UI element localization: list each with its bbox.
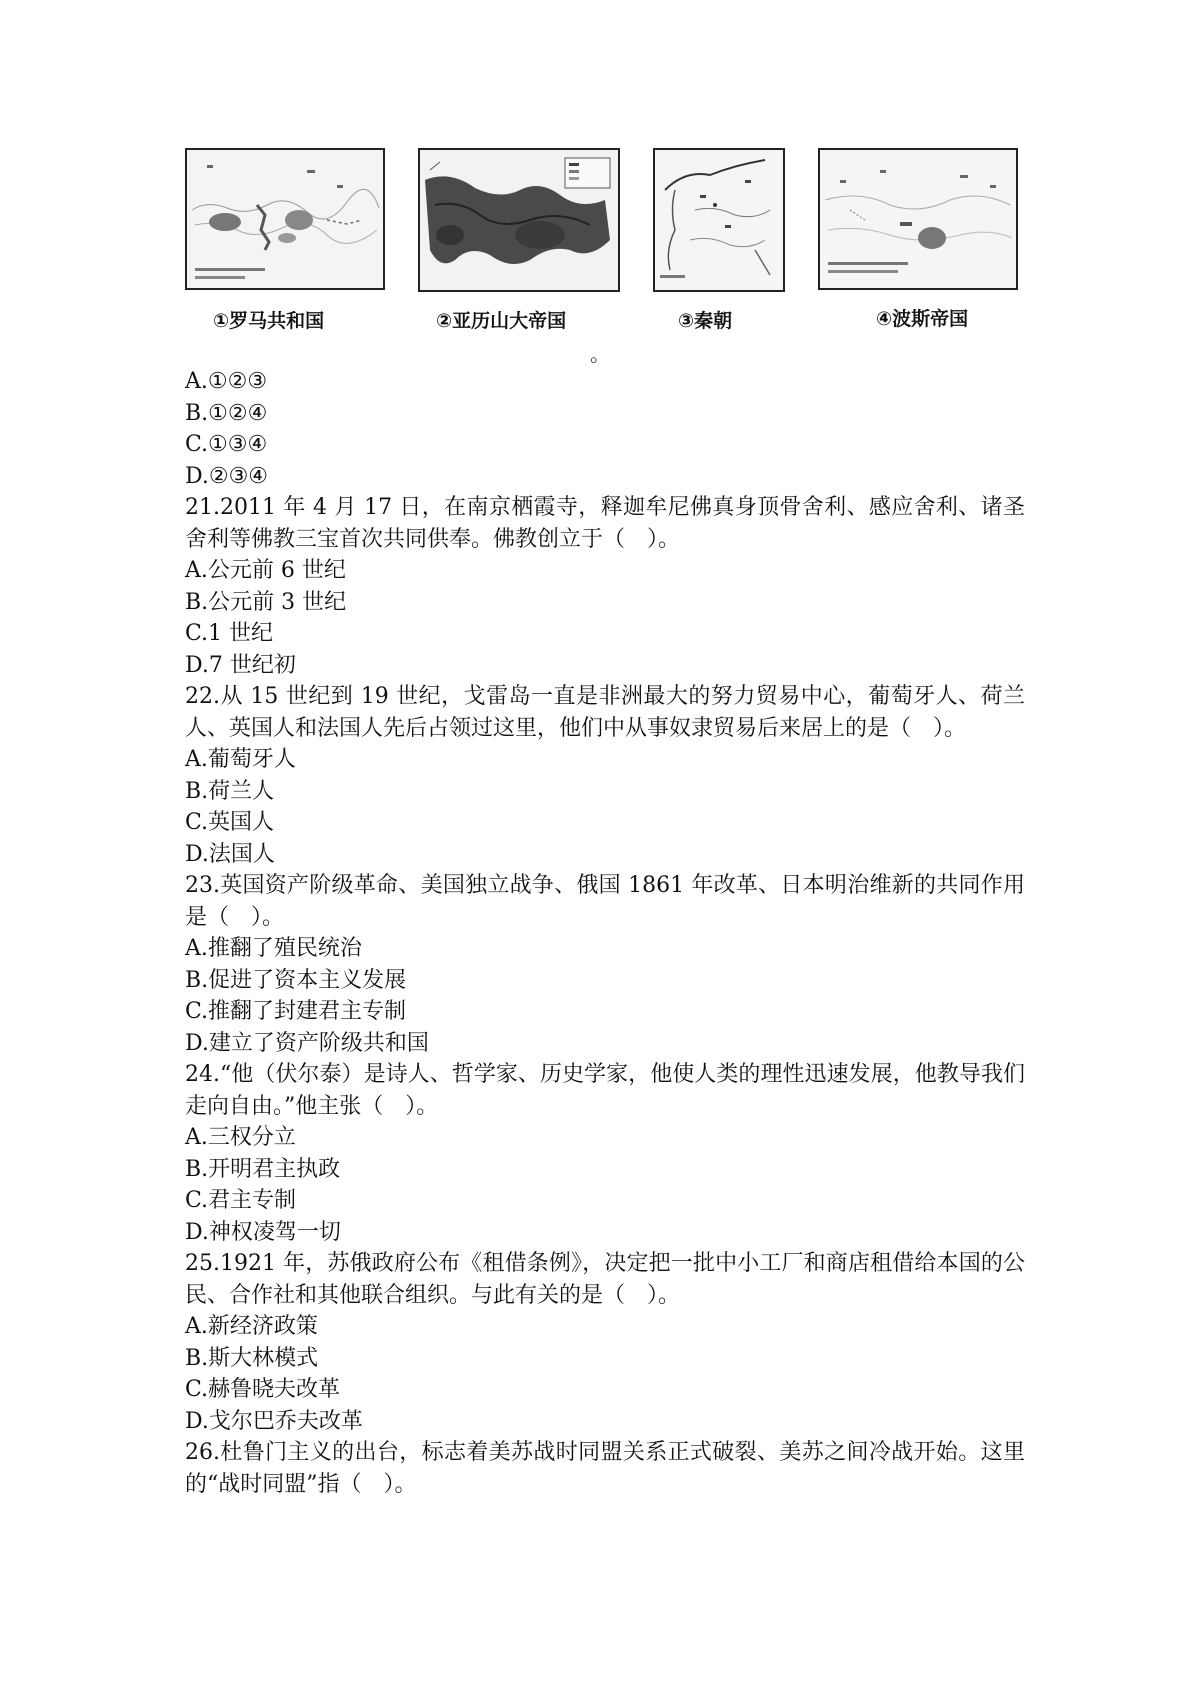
question-24: [185, 1059, 1025, 1248]
question-stem: 26.杜鲁门主义的出台，标志着美苏战时同盟关系正式破裂、美苏之间冷战开始。这里的“战时同盟”指（ ）。: [185, 1440, 1025, 1497]
map-alexander-empire: [418, 148, 620, 332]
option: C.1 世纪: [185, 621, 274, 646]
option: B.开明君主执政: [185, 1156, 341, 1182]
q20-options: [185, 366, 1025, 492]
map-figures: [185, 148, 1015, 338]
option: A.三权分立: [185, 1125, 296, 1150]
map-alexander-empire-image: [418, 148, 620, 292]
trailing-period: 。: [590, 342, 610, 366]
option: D.②③④: [185, 463, 269, 489]
option: A.葡萄牙人: [185, 747, 296, 772]
question-content: [185, 366, 1025, 1500]
option: D.神权凌驾一切: [185, 1219, 341, 1245]
option: B.公元前 3 世纪: [185, 589, 347, 615]
option: C.君主专制: [185, 1188, 297, 1213]
option: A.新经济政策: [185, 1314, 318, 1339]
question-stem: 25.1921 年，苏俄政府公布《租借条例》，决定把一批中小工厂和商店租借给本国的公民、合作社和其他联合组织。与此有关的是（ ）。: [185, 1251, 1025, 1308]
option: C.①③④: [185, 432, 268, 457]
question-21: [185, 492, 1025, 681]
option: B.荷兰人: [185, 778, 275, 804]
map-roman-republic-image: [185, 148, 385, 290]
option: A.①②③: [185, 369, 268, 394]
question-26: [185, 1437, 1025, 1500]
map-qin-dynasty: [653, 148, 785, 332]
option: B.促进了资本主义发展: [185, 967, 407, 993]
option: A.公元前 6 世纪: [185, 558, 346, 583]
question-23: [185, 870, 1025, 1059]
question-stem: 24.“他（伏尔泰）是诗人、哲学家、历史学家，他使人类的理性迅速发展，他教导我们走向自由。”他主张（ ）。: [185, 1062, 1025, 1119]
option: C.英国人: [185, 810, 275, 835]
option: D.戈尔巴乔夫改革: [185, 1408, 363, 1434]
option: D.7 世纪初: [185, 652, 296, 678]
question-22: [185, 681, 1025, 870]
map-alexander-empire-caption: ②亚历山大帝国: [436, 310, 567, 332]
map-persian-empire: [818, 148, 1018, 330]
map-roman-republic-caption: ①罗马共和国: [213, 310, 325, 332]
option: A.推翻了殖民统治: [185, 936, 362, 961]
option: C.推翻了封建君主专制: [185, 999, 407, 1024]
option: B.斯大林模式: [185, 1345, 319, 1371]
question-stem: 22.从 15 世纪到 19 世纪，戈雷岛一直是非洲最大的努力贸易中心，葡萄牙人、荷兰人、英国人和法国人先后占领过这里，他们中从事奴隶贸易后来居上的是（ ）。: [185, 684, 1025, 741]
option: B.①②④: [185, 400, 268, 426]
question-stem: 23.英国资产阶级革命、美国独立战争、俄国 1861 年改革、日本明治维新的共同作用是（ ）。: [185, 873, 1025, 930]
map-qin-dynasty-image: [653, 148, 785, 292]
map-roman-republic: [185, 148, 385, 332]
map-persian-empire-image: [818, 148, 1018, 290]
map-qin-dynasty-caption: ③秦朝: [678, 310, 733, 332]
map-persian-empire-caption: ④波斯帝国: [876, 308, 969, 330]
question-25: [185, 1248, 1025, 1437]
option: D.法国人: [185, 841, 275, 867]
option: D.建立了资产阶级共和国: [185, 1030, 429, 1056]
question-stem: 21.2011 年 4 月 17 日，在南京栖霞寺，释迦牟尼佛真身顶骨舍利、感应舍利、诸圣舍利等佛教三宝首次共同供奉。佛教创立于（ ）。: [185, 495, 1025, 552]
option: C.赫鲁晓夫改革: [185, 1377, 341, 1402]
